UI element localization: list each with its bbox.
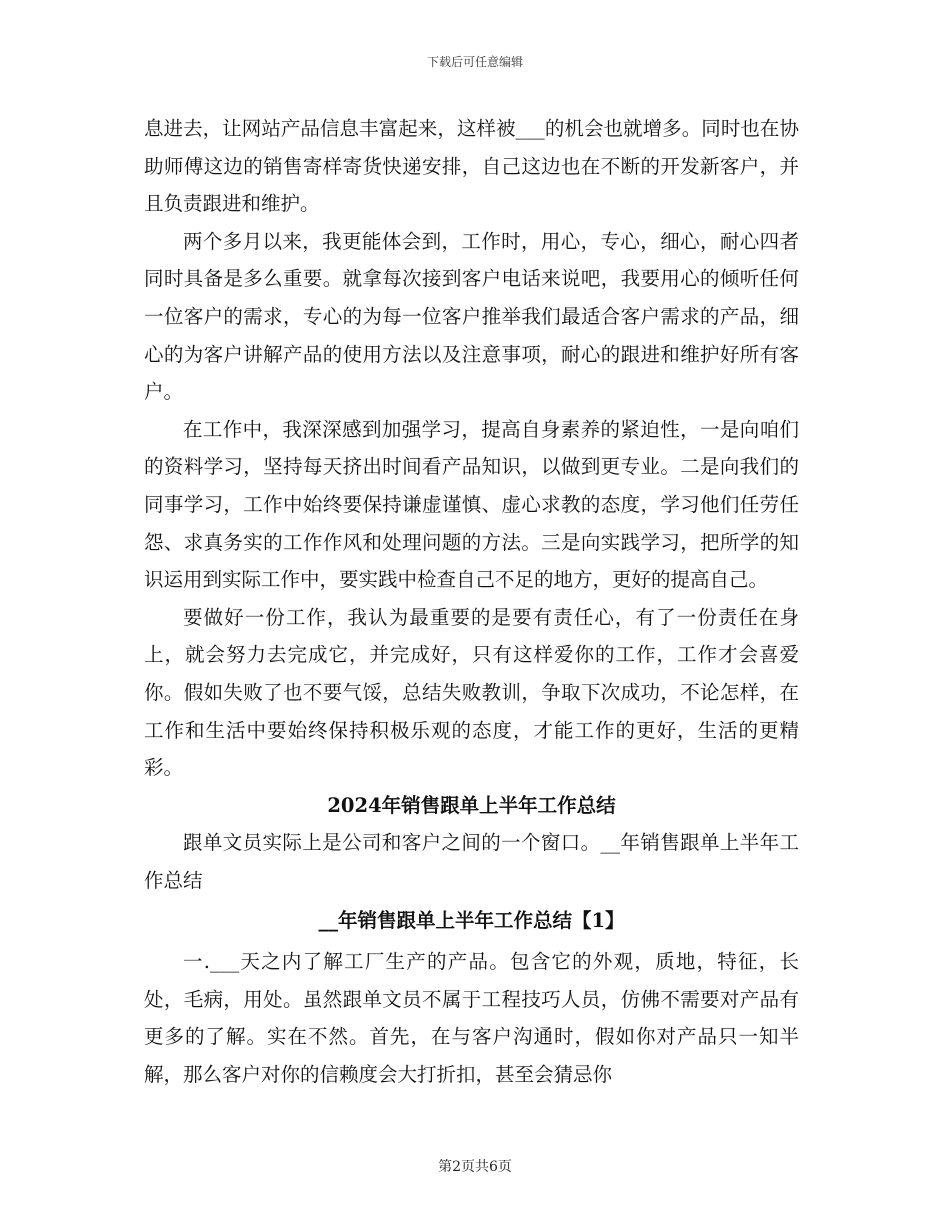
paragraph-6: 一.___天之内了解工厂生产的产品。包含它的外观，质地，特征，长处，毛病，用处。虽然跟单文员不属于工程技巧人员，仿佛不需要对产品有更多的了解。实在不然。首先，在与客户沟通时，假如你对产品只一知半解，那么客户对你的信赖度会大打折扣，甚至会猜忌你 <box>144 950 799 1086</box>
paragraph-5: 跟单文员实际上是公司和客户之间的一个窗口。__年销售跟单上半年工作总结 <box>144 831 799 892</box>
paragraph-4: 要做好一份工作，我认为最重要的是要有责任心，有了一份责任在身上，就会努力去完成它，并完成好，只有这样爱你的工作，工作才会喜爱你。假如失败了也不要气馁，总结失败教训，争取下次成功，不论怎样，在工作和生活中要始终保持积极乐观的态度，才能工作的更好，生活的更精彩。 <box>144 605 799 780</box>
page-header: 下载后可任意编辑 <box>426 55 523 69</box>
section-heading-2: __年销售跟单上半年工作总结【1】 <box>318 909 625 933</box>
section-heading-1: 2024年销售跟单上半年工作总结 <box>327 793 616 817</box>
paragraph-3: 在工作中，我深深感到加强学习，提高自身素养的紧迫性，一是向咱们的资料学习，坚持每天挤出时间看产品知识，以做到更专业。二是向我们的同事学习，工作中始终要保持谦虚谨慎、虚心求教的态度，学习他们任劳任怨、求真务实的工作作风和处理问题的方法。三是向实践学习，把所学的知识运用到实际工作中，要实践中检查自己不足的地方，更好的提高自己。 <box>144 417 799 592</box>
document-body <box>144 110 799 1093</box>
paragraph-2: 两个多月以来，我更能体会到，工作时，用心，专心，细心，耐心四者同时具备是多么重要。就拿每次接到客户电话来说吧，我要用心的倾听任何一位客户的需求，专心的为每一位客户推举我们最适合客户需求的产品，细心的为客户讲解产品的使用方法以及注意事项，耐心的跟进和维护好所有客户。 <box>144 229 799 404</box>
page-footer: 第2页共6页 <box>438 1159 512 1175</box>
paragraph-1: 息进去，让网站产品信息丰富起来，这样被___的机会也就增多。同时也在协助师傅这边的销售寄样寄货快递安排，自己这边也在不断的开发新客户，并且负责跟进和维护。 <box>144 117 799 216</box>
